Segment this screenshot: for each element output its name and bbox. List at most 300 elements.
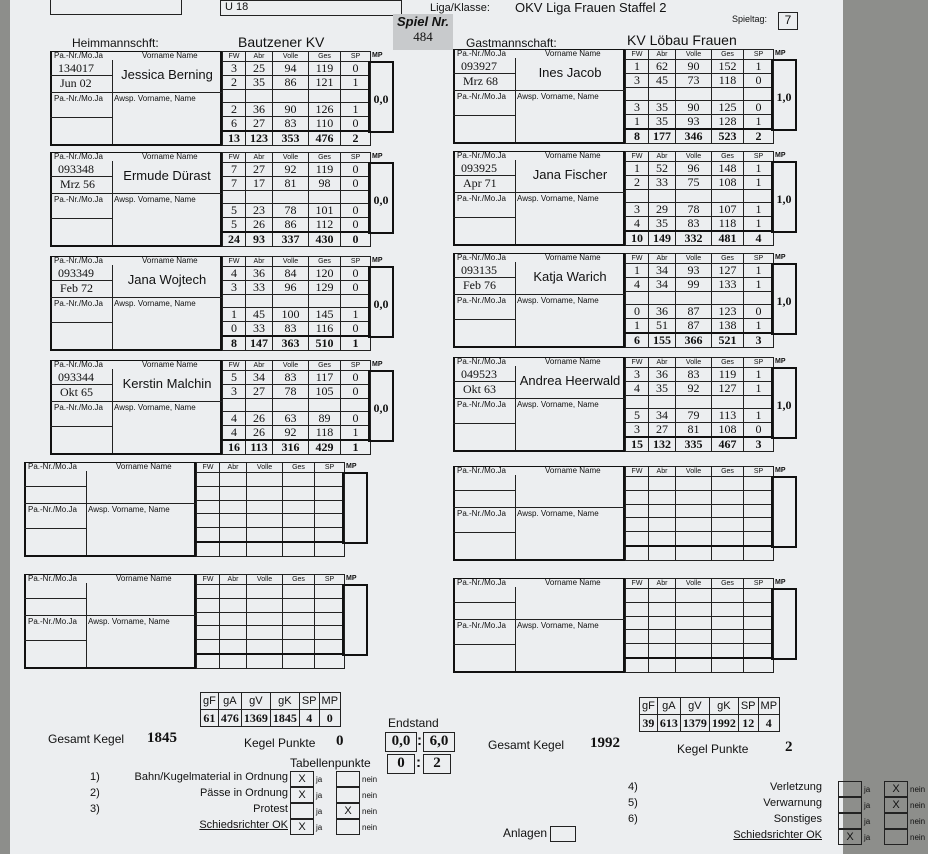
nein-checkbox[interactable]: X — [884, 797, 908, 813]
total-cell: 8 — [223, 336, 246, 351]
summary-header: gA — [657, 698, 680, 715]
score-cell: 0 — [341, 117, 371, 132]
volle-header: Volle — [676, 152, 712, 162]
total-row — [223, 440, 371, 455]
gap-cell — [223, 191, 246, 204]
sp-header: SP — [744, 467, 774, 477]
score-cell — [712, 644, 744, 659]
summary-value: 1845 — [270, 710, 299, 727]
score-cell: 1 — [744, 217, 774, 232]
gap-cell — [649, 505, 676, 518]
gap-cell — [341, 295, 371, 308]
total-cell: 316 — [273, 440, 309, 455]
total-cell: 3 — [744, 437, 774, 452]
total-cell: 10 — [626, 231, 649, 246]
match-point: 1,0 — [771, 161, 797, 233]
score-cell — [676, 491, 712, 505]
nein-label: nein — [910, 801, 926, 810]
score-row — [626, 305, 774, 319]
home-gesamt-value: 1845 — [147, 730, 177, 746]
score-row — [223, 281, 371, 295]
score-cell — [649, 644, 676, 659]
vorname-label: Vorname Name — [545, 49, 601, 58]
mp-header: MP — [775, 579, 786, 586]
total-cell: 1 — [341, 336, 371, 351]
score-cell: 1 — [626, 115, 649, 130]
divider — [50, 92, 222, 93]
score-row — [626, 162, 774, 176]
away-player-block — [453, 253, 805, 348]
nein-checkbox[interactable]: X — [336, 803, 360, 819]
score-cell: 79 — [676, 409, 712, 423]
score-cell: 3 — [626, 368, 649, 382]
gap-cell — [712, 292, 744, 305]
ges-header: Ges — [283, 575, 315, 585]
away-kp-label: Kegel Punkte — [677, 742, 749, 756]
player-pass-number: 093344 — [58, 370, 94, 384]
gap-cell — [273, 399, 309, 412]
score-cell: 1 — [744, 162, 774, 176]
empty-player-block — [453, 578, 805, 673]
summary-value: 0 — [319, 710, 341, 727]
spieltag-label: Spieltag: — [732, 14, 768, 24]
score-cell — [676, 589, 712, 603]
score-cell: 3 — [223, 385, 246, 399]
score-cell — [676, 532, 712, 547]
score-cell — [197, 640, 220, 655]
score-cell: 81 — [676, 423, 712, 438]
player-pass-number: 093925 — [461, 161, 497, 175]
ja-checkbox[interactable]: X — [290, 787, 314, 803]
total-cell — [676, 546, 712, 561]
score-cell: 45 — [246, 308, 273, 322]
score-cell: 84 — [273, 267, 309, 281]
total-cell — [247, 654, 283, 669]
score-cell: 1 — [626, 264, 649, 278]
volle-header: Volle — [676, 50, 712, 60]
score-gap-row — [626, 505, 774, 518]
score-cell: 105 — [309, 385, 341, 399]
sp-header: SP — [315, 463, 345, 473]
spiel-box — [393, 14, 453, 50]
ja-label: ja — [864, 833, 871, 842]
check-number: 3) — [90, 803, 100, 815]
pass-label: Pa.-Nr./Mo.Ja — [457, 49, 506, 58]
score-cell — [197, 528, 220, 543]
nein-checkbox[interactable] — [336, 819, 360, 835]
match-point: 1,0 — [771, 263, 797, 335]
gap-cell — [315, 613, 345, 626]
score-cell: 4 — [223, 426, 246, 441]
score-cell — [712, 630, 744, 644]
ja-checkbox[interactable] — [838, 813, 862, 829]
score-cell — [744, 603, 774, 617]
divider — [515, 475, 516, 559]
divider — [453, 192, 625, 193]
fw-header: FW — [626, 579, 649, 589]
score-cell: 29 — [649, 203, 676, 217]
score-cell — [712, 491, 744, 505]
score-header-row — [626, 50, 774, 60]
score-gap-row — [626, 617, 774, 630]
player-name: Katja Warich — [533, 269, 607, 284]
liga-label: Liga/Klasse: — [430, 2, 490, 14]
vorname-label: Vorname Name — [116, 574, 172, 583]
match-point — [771, 476, 797, 548]
match-point — [342, 584, 368, 656]
gap-cell — [712, 88, 744, 101]
total-cell — [220, 542, 247, 557]
score-header-row — [223, 52, 371, 62]
gap-cell — [273, 90, 309, 103]
match-point: 1,0 — [771, 367, 797, 439]
player-name: Jana Wojtech — [127, 272, 207, 287]
score-cell: 138 — [712, 319, 744, 334]
ges-header: Ges — [712, 254, 744, 264]
score-cell: 26 — [246, 426, 273, 441]
ja-checkbox[interactable]: X — [838, 829, 862, 845]
pass-label: Pa.-Nr./Mo.Ja — [54, 94, 103, 103]
score-cell: 118 — [309, 426, 341, 441]
score-cell — [649, 589, 676, 603]
total-cell: 149 — [649, 231, 676, 246]
divider — [24, 486, 86, 487]
score-cell: 83 — [676, 368, 712, 382]
total-cell: 1 — [341, 440, 371, 455]
sp-header: SP — [744, 358, 774, 368]
gap-cell — [676, 617, 712, 630]
top-left-cell — [50, 0, 182, 15]
score-cell — [649, 603, 676, 617]
divider — [50, 297, 222, 298]
score-cell — [676, 603, 712, 617]
score-gap-row — [197, 613, 345, 626]
pass-label: Pa.-Nr./Mo.Ja — [457, 357, 506, 366]
score-cell: 129 — [309, 281, 341, 295]
score-cell: 121 — [309, 76, 341, 90]
match-point: 0,0 — [368, 370, 394, 442]
divider — [50, 401, 222, 402]
score-cell: 3 — [223, 62, 246, 76]
gap-cell — [246, 295, 273, 308]
check-text: Schiedsrichter OK — [199, 819, 288, 831]
score-cell — [626, 630, 649, 644]
score-cell: 6 — [223, 117, 246, 132]
score-cell: 1 — [744, 409, 774, 423]
total-cell: 429 — [309, 440, 341, 455]
fw-header: FW — [626, 358, 649, 368]
total-cell: 366 — [676, 333, 712, 348]
divider — [453, 602, 515, 603]
score-cell — [283, 528, 315, 543]
home-gesamt-label: Gesamt Kegel — [48, 732, 125, 746]
score-cell: 34 — [649, 409, 676, 423]
score-cell — [197, 487, 220, 501]
anlagen-box[interactable] — [550, 826, 576, 842]
score-cell: 87 — [676, 319, 712, 334]
divider — [112, 369, 113, 453]
score-cell — [649, 532, 676, 547]
gap-cell — [309, 191, 341, 204]
score-cell: 62 — [649, 60, 676, 74]
total-cell — [626, 546, 649, 561]
score-cell: 127 — [712, 382, 744, 396]
score-row — [626, 518, 774, 532]
nein-label: nein — [910, 833, 926, 842]
player-birth: Jun 02 — [60, 76, 92, 90]
divider — [112, 60, 113, 144]
score-row — [626, 409, 774, 423]
gap-cell — [309, 399, 341, 412]
vorname-label: Vorname Name — [545, 578, 601, 587]
score-cell: 5 — [223, 218, 246, 233]
score-cell: 35 — [649, 217, 676, 232]
score-cell: 0 — [341, 281, 371, 295]
pass-label: Pa.-Nr./Mo.Ja — [54, 51, 103, 60]
total-cell: 0 — [341, 232, 371, 247]
total-cell: 6 — [626, 333, 649, 348]
check-number: 6) — [628, 813, 638, 825]
summary-value: 12 — [738, 715, 758, 732]
score-row — [626, 630, 774, 644]
ja-checkbox[interactable] — [838, 797, 862, 813]
home-kp-label: Kegel Punkte — [244, 736, 316, 750]
summary-value-row — [640, 715, 780, 732]
divider — [50, 193, 222, 194]
divider — [112, 265, 113, 349]
score-cell — [220, 514, 247, 528]
nein-checkbox[interactable] — [884, 829, 908, 845]
score-cell: 3 — [626, 101, 649, 115]
gap-cell — [649, 190, 676, 203]
score-cell — [744, 477, 774, 491]
score-cell: 99 — [676, 278, 712, 292]
summary-value: 1992 — [709, 715, 738, 732]
gap-cell — [246, 399, 273, 412]
score-cell: 83 — [676, 217, 712, 232]
volle-header: Volle — [676, 467, 712, 477]
score-cell — [220, 626, 247, 640]
gap-cell — [712, 190, 744, 203]
ja-checkbox[interactable] — [838, 781, 862, 797]
score-row — [626, 319, 774, 334]
empty-player-block — [24, 574, 376, 669]
away-player-block — [453, 151, 805, 246]
player-name: Jessica Berning — [121, 67, 213, 82]
score-cell: 1 — [744, 368, 774, 382]
score-row — [197, 487, 345, 501]
score-row — [626, 115, 774, 130]
nein-label: nein — [910, 817, 926, 826]
score-cell: 133 — [712, 278, 744, 292]
pass-label: Pa.-Nr./Mo.Ja — [28, 505, 77, 514]
check-text: Sonstiges — [773, 813, 822, 825]
pass-label: Pa.-Nr./Mo.Ja — [457, 400, 506, 409]
end-away: 6,0 — [423, 732, 455, 752]
summary-header: gV — [241, 693, 270, 710]
vorname-label: Vorname Name — [142, 256, 198, 265]
score-cell: 117 — [309, 371, 341, 385]
total-cell: 113 — [246, 440, 273, 455]
volle-header: Volle — [247, 463, 283, 473]
score-cell: 110 — [309, 117, 341, 132]
score-cell: 35 — [649, 115, 676, 130]
total-cell: 523 — [712, 129, 744, 144]
score-cell: 0 — [341, 267, 371, 281]
player-birth: Apr 71 — [463, 176, 497, 190]
gap-cell — [309, 90, 341, 103]
total-cell — [649, 658, 676, 673]
match-point — [342, 472, 368, 544]
ja-label: ja — [316, 807, 323, 816]
mp-header: MP — [346, 575, 357, 582]
total-cell — [197, 542, 220, 557]
total-row — [223, 336, 371, 351]
nein-label: nein — [362, 775, 378, 784]
nein-checkbox[interactable] — [336, 771, 360, 787]
sp-header: SP — [341, 153, 371, 163]
gap-cell — [246, 191, 273, 204]
divider — [112, 161, 113, 245]
score-row — [197, 473, 345, 487]
divider — [453, 490, 515, 491]
score-cell: 0 — [341, 385, 371, 399]
home-player-block — [50, 256, 402, 351]
fw-header: FW — [626, 152, 649, 162]
total-cell: 4 — [744, 231, 774, 246]
gap-cell — [223, 90, 246, 103]
score-cell: 27 — [246, 385, 273, 399]
score-row — [223, 371, 371, 385]
score-cell: 36 — [649, 305, 676, 319]
pass-label: Pa.-Nr./Mo.Ja — [457, 621, 506, 630]
mp-header: MP — [775, 467, 786, 474]
gap-cell — [283, 613, 315, 626]
score-cell: 92 — [273, 426, 309, 441]
score-cell: 5 — [223, 204, 246, 218]
check-row — [628, 813, 928, 829]
away-summary-table — [639, 697, 780, 732]
score-gap-row — [626, 292, 774, 305]
score-cell: 112 — [309, 218, 341, 233]
pass-label: Pa.-Nr./Mo.Ja — [457, 151, 506, 160]
ja-checkbox[interactable] — [290, 803, 314, 819]
check-row — [90, 771, 390, 787]
gap-cell — [744, 396, 774, 409]
fw-header: FW — [223, 52, 246, 62]
nein-checkbox[interactable]: X — [884, 781, 908, 797]
total-cell: 363 — [273, 336, 309, 351]
tab-home: 0 — [387, 754, 415, 774]
score-row — [223, 267, 371, 281]
score-row — [223, 76, 371, 90]
pass-label: Pa.-Nr./Mo.Ja — [457, 578, 506, 587]
score-cell: 52 — [649, 162, 676, 176]
score-cell: 4 — [626, 217, 649, 232]
score-cell: 126 — [309, 103, 341, 117]
divider — [50, 322, 112, 323]
total-cell: 93 — [246, 232, 273, 247]
check-text: Schiedsrichter OK — [733, 829, 822, 841]
score-cell — [247, 528, 283, 543]
score-cell: 0 — [223, 322, 246, 337]
ja-checkbox[interactable]: X — [290, 771, 314, 787]
score-cell: 86 — [273, 218, 309, 233]
player-name: Kerstin Malchin — [122, 376, 212, 391]
check-row — [90, 803, 390, 819]
total-cell: 132 — [649, 437, 676, 452]
score-cell — [712, 477, 744, 491]
score-cell: 98 — [309, 177, 341, 191]
total-row — [626, 231, 774, 246]
score-row — [626, 368, 774, 382]
total-cell: 353 — [273, 131, 309, 146]
score-cell: 83 — [273, 322, 309, 337]
score-cell: 127 — [712, 264, 744, 278]
summary-value: 476 — [218, 710, 241, 727]
fw-header: FW — [626, 254, 649, 264]
gap-cell — [220, 613, 247, 626]
nein-label: nein — [362, 807, 378, 816]
score-cell: 0 — [626, 305, 649, 319]
score-cell: 73 — [676, 74, 712, 88]
nein-checkbox[interactable] — [884, 813, 908, 829]
pass-label: Pa.-Nr./Mo.Ja — [457, 296, 506, 305]
score-header-row — [626, 467, 774, 477]
score-table — [196, 462, 345, 557]
nein-checkbox[interactable] — [336, 787, 360, 803]
score-header-row — [626, 152, 774, 162]
score-cell — [649, 630, 676, 644]
away-player-block — [453, 357, 805, 452]
ges-header: Ges — [712, 152, 744, 162]
score-cell — [220, 487, 247, 501]
total-row — [626, 546, 774, 561]
ges-header: Ges — [712, 579, 744, 589]
score-cell — [626, 491, 649, 505]
total-cell: 346 — [676, 129, 712, 144]
summary-value: 4 — [758, 715, 780, 732]
total-cell: 335 — [676, 437, 712, 452]
score-cell: 119 — [309, 62, 341, 76]
total-row — [626, 129, 774, 144]
score-cell: 148 — [712, 162, 744, 176]
vorname-label: Vorname Name — [142, 51, 198, 60]
volle-header: Volle — [273, 153, 309, 163]
summary-header-row — [201, 693, 341, 710]
total-cell: 8 — [626, 129, 649, 144]
score-header-row — [626, 254, 774, 264]
summary-value: 1379 — [680, 715, 709, 732]
score-header-row — [197, 575, 345, 585]
score-row — [223, 218, 371, 233]
divider — [453, 90, 625, 91]
ja-checkbox[interactable]: X — [290, 819, 314, 835]
score-cell: 89 — [309, 412, 341, 426]
score-cell: 0 — [341, 412, 371, 426]
score-header-row — [223, 361, 371, 371]
divider — [86, 583, 87, 667]
score-cell: 27 — [246, 163, 273, 177]
score-row — [626, 176, 774, 190]
score-cell: 36 — [649, 368, 676, 382]
score-row — [626, 644, 774, 659]
score-row — [197, 626, 345, 640]
fw-header: FW — [626, 467, 649, 477]
end-colon: : — [417, 732, 422, 749]
total-cell — [283, 542, 315, 557]
summary-value: 61 — [201, 710, 219, 727]
